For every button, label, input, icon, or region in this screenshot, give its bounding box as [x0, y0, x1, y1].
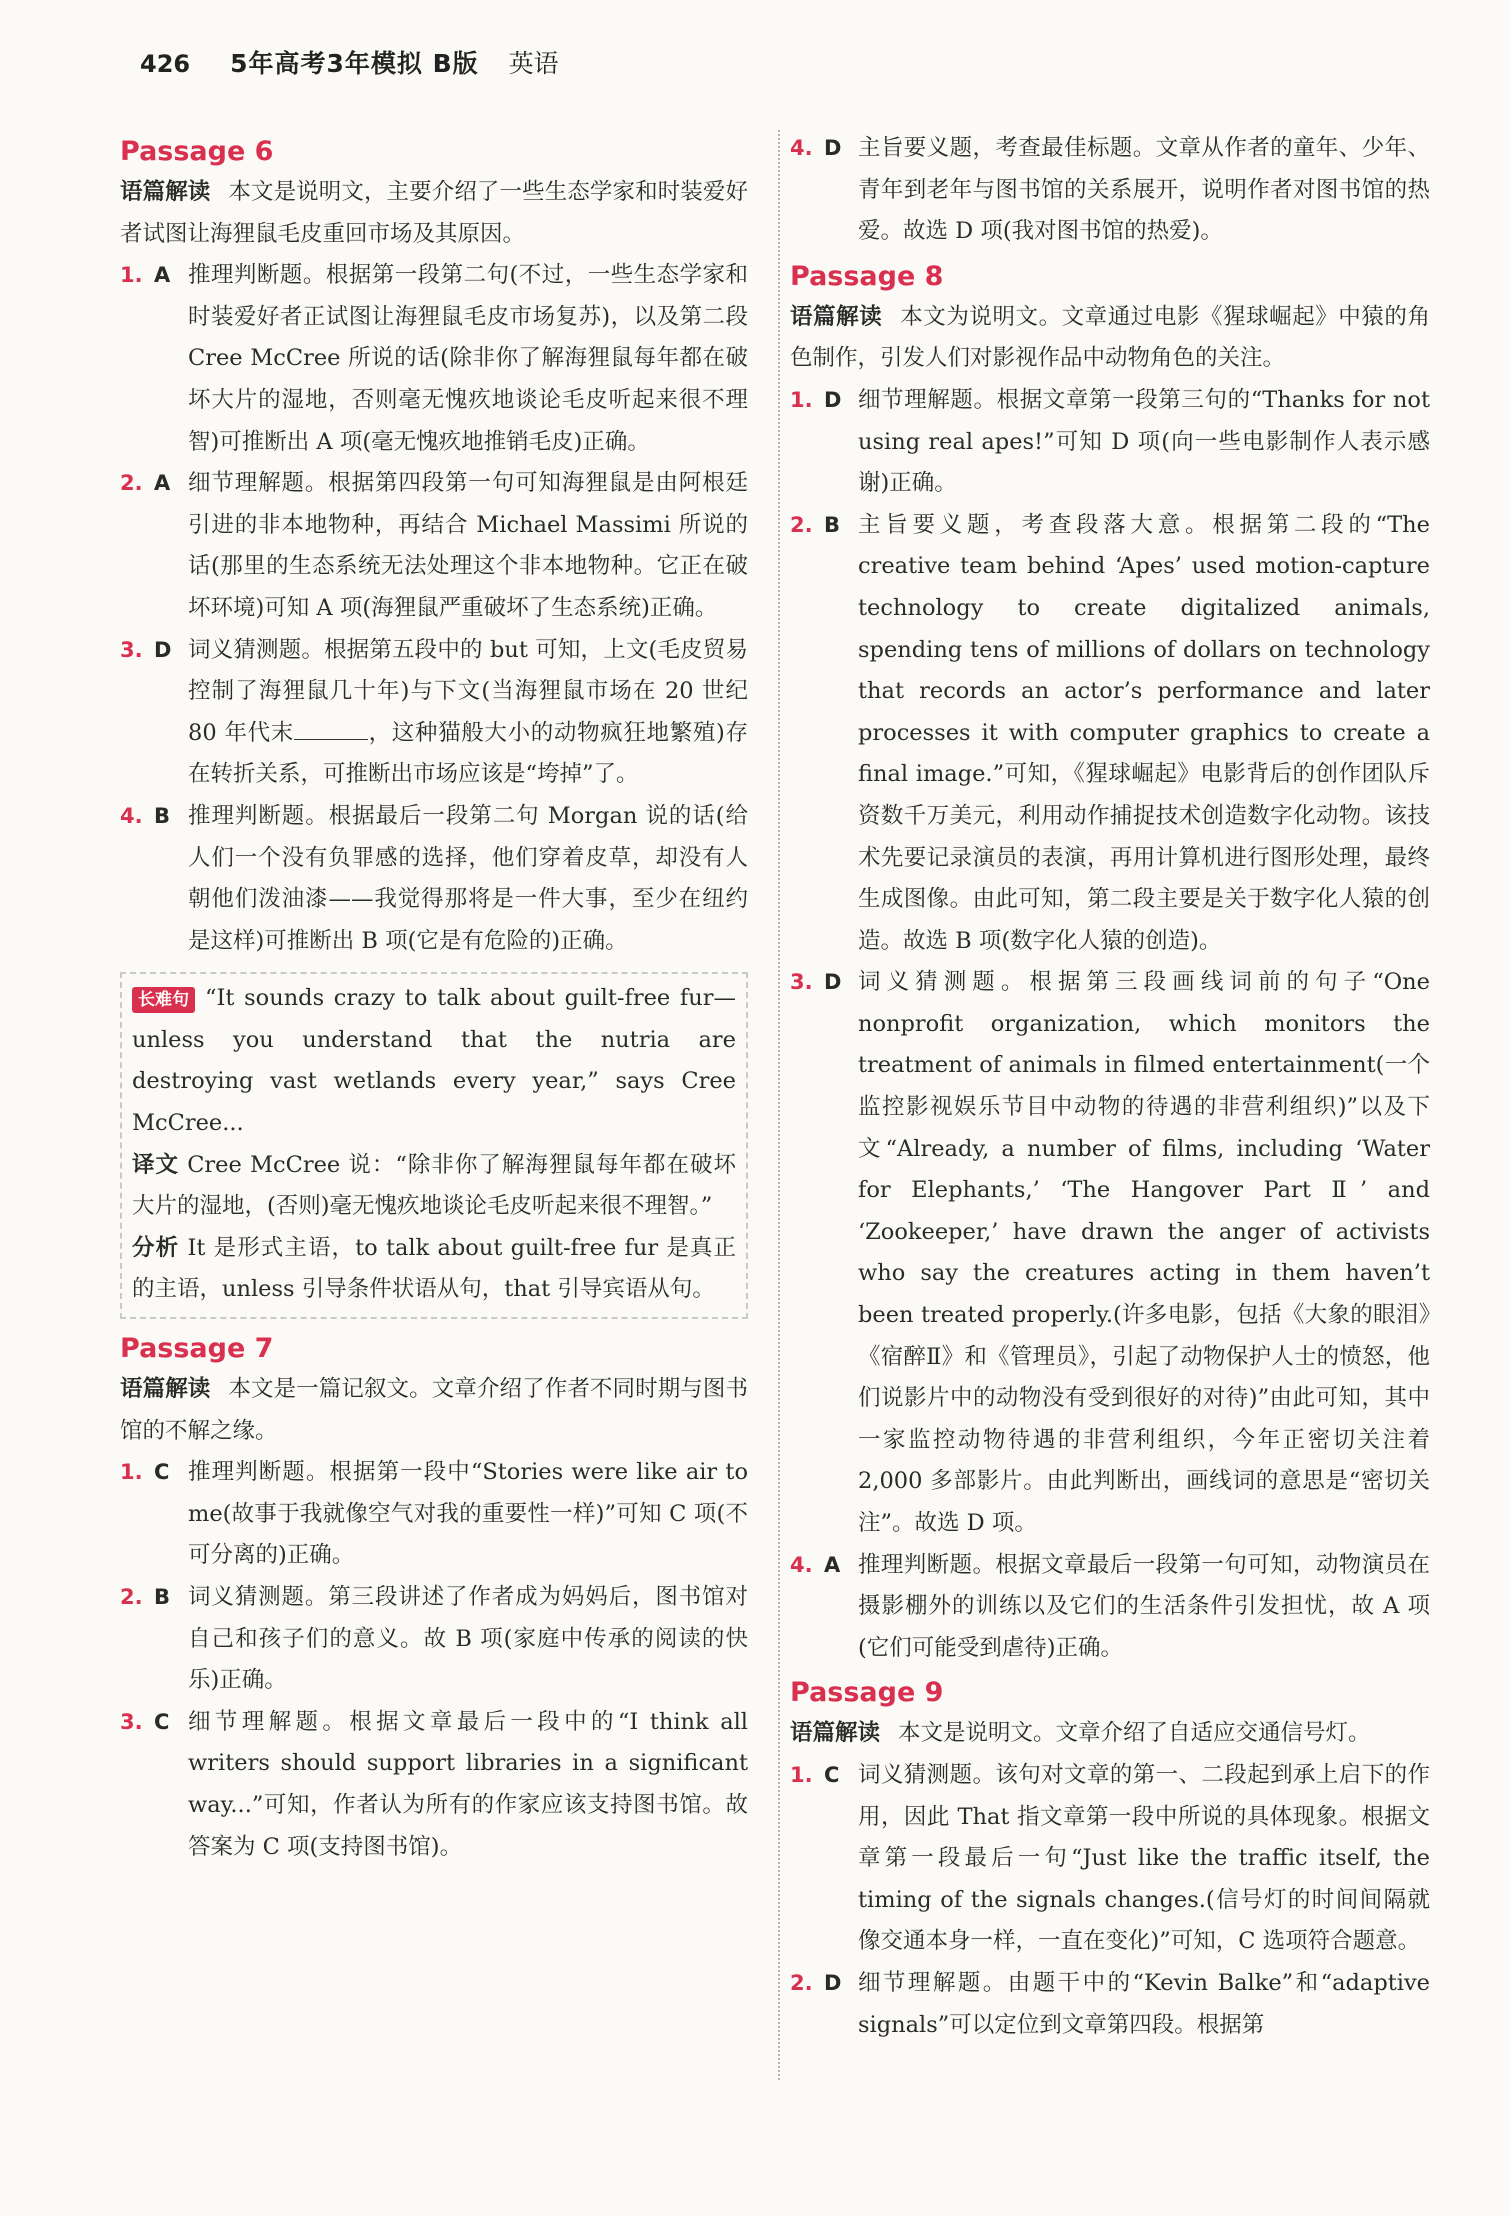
- p6-answer-4: [120, 796, 748, 962]
- blank-line: [294, 715, 368, 740]
- page-header: [140, 44, 559, 80]
- explanation: 推理判断题。根据文章最后一段第一句可知，动物演员在摄影棚外的训练以及它们的生活条件引发担忧，故 A 项(它们可能受到虐待)正确。: [858, 1551, 1430, 1661]
- explanation: 细节理解题。由题干中的“Kevin Balke”和“adaptive signals”可以定位到文章第四段。根据第: [858, 1969, 1430, 2038]
- p6-answer-3: [120, 630, 748, 796]
- intro-label: 语篇解读: [790, 1720, 881, 1747]
- question-number: 4.: [790, 1552, 813, 1577]
- answer-letter: A: [154, 263, 171, 288]
- question-number: 1.: [790, 1762, 813, 1787]
- p7-answer-2: [120, 1577, 748, 1702]
- question-number: 1.: [790, 387, 813, 412]
- answer-letter: C: [824, 1762, 840, 1787]
- p6-answer-1: [120, 255, 748, 463]
- answer-letter: A: [824, 1552, 841, 1577]
- passage-7-intro: [120, 1369, 748, 1452]
- answer-letter: D: [824, 387, 842, 412]
- answer-letter: B: [824, 512, 841, 537]
- question-number: 4.: [790, 136, 813, 160]
- question-number: 2.: [790, 512, 813, 537]
- passage-9-intro: [790, 1713, 1430, 1755]
- p9-answer-1: [790, 1755, 1430, 1963]
- passage-6-intro: [120, 172, 748, 255]
- answer-letter: D: [154, 637, 172, 662]
- explanation: 细节理解题。根据文章最后一段中的“I think all writers should support libraries in a significant way...”可知，作者认为所有的作家应该支持图书馆。故答案为 C 项(支持图书馆)。: [188, 1708, 748, 1860]
- intro-text: 本文是一篇记叙文。文章介绍了作者不同时期与图书馆的不解之缘。: [120, 1376, 748, 1444]
- question-number: 2.: [790, 1970, 813, 1995]
- explanation: 细节理解题。根据文章第一段第三句的“Thanks for not using real apes!”可知 D 项(向一些电影制作人表示感谢)正确。: [858, 386, 1430, 497]
- explanation: 推理判断题。根据第一段第二句(不过，一些生态学家和时装爱好者正试图让海狸鼠毛皮市场复苏)，以及第二段 Cree McCree 所说的话(除非你了解海狸鼠每年都在破坏大片的湿地，否则毫无愧疚地谈论毛皮听起来很不理智)可推断出 A 项(毫无愧疚地推销毛皮)正确。: [188, 262, 748, 455]
- p6-answer-2: [120, 463, 748, 629]
- passage-9-heading: Passage 9: [790, 1677, 944, 1709]
- p8-answer-3: [790, 962, 1430, 1544]
- answer-letter: B: [154, 1585, 171, 1609]
- answer-letter: D: [824, 970, 842, 995]
- explanation: 推理判断题。根据第一段中“Stories were like air to me(故事于我就像空气对我的重要性一样)”可知 C 项(不可分离的)正确。: [188, 1459, 748, 1569]
- explanation: 词义猜测题。根据第三段画线词前的句子“One nonprofit organization, which monitors the treatment of animals in filmed entertainment(一个监控影视娱乐节目中动物的待遇的非营利组织)”以及下文“Already, a number of films, including ‘Water for Elephants,’ ‘The Hangover Part Ⅱ’ and ‘Zookeeper,’ have drawn the anger of activists who say the creatures acting in them haven’t been treated properly.(许多电影，包括《大象的眼泪》《宿醉Ⅱ》和《管理员》，引起了动物保护人士的愤怒，他们说影片中的动物没有受到很好的对待)”由此可知，其中一家监控动物待遇的非营利组织，今年正密切关注着 2,000 多部影片。由此判断出，画线词的意思是“密切关注”。故选 D 项。: [858, 969, 1430, 1536]
- explanation-part-a: 词义猜测题。根据第五段中的 but 可知，上文(毛皮贸易控制了海狸鼠几十年)与下文(当海狸鼠市场在 20 世纪 80 年代末: [188, 636, 748, 746]
- left-column: [120, 128, 748, 1868]
- p8-answer-1: [790, 380, 1430, 505]
- p8-answer-4: [790, 1545, 1430, 1670]
- explanation: 细节理解题。根据第四段第一句可知海狸鼠是由阿根廷引进的非本地物种，再结合 Michael Massimi 所说的话(那里的生态系统无法处理这个非本地物种。它正在破坏环境)可知 A 项(海狸鼠严重破坏了生态系统)正确。: [188, 470, 748, 621]
- question-number: 3.: [120, 1709, 143, 1734]
- analysis-label: 分析: [132, 1234, 180, 1261]
- question-number: 1.: [120, 263, 143, 288]
- intro-text: 本文是说明文，主要介绍了一些生态学家和时装爱好者试图让海狸鼠毛皮重回市场及其原因。: [120, 179, 748, 247]
- p7-answer-3: [120, 1702, 748, 1868]
- answer-letter: A: [154, 471, 171, 496]
- intro-label: 语篇解读: [790, 303, 883, 330]
- question-number: 3.: [790, 970, 813, 995]
- answer-letter: D: [824, 136, 842, 160]
- explanation-part-b: ，这种猫般大小的动物疯狂地繁殖)存在转折关系，可推断出市场应该是“垮掉”了。: [188, 719, 748, 788]
- passage-8-intro: [790, 297, 1430, 380]
- explanation: 主旨要义题，考查最佳标题。文章从作者的童年、少年、青年到老年与图书馆的关系展开，说明作者对图书馆的热爱。故选 D 项(我对图书馆的热爱)。: [858, 135, 1430, 245]
- long-sentence-box: [120, 972, 748, 1319]
- quote-text: “It sounds crazy to talk about guilt-free fur—unless you understand that the nutria are destroying vast wetlands every year,” says Cree McCree...: [132, 985, 736, 1137]
- intro-text: 本文为说明文。文章通过电影《猩球崛起》中猿的角色制作，引发人们对影视作品中动物角色的关注。: [790, 303, 1430, 372]
- passage-8-heading: Passage 8: [790, 260, 944, 292]
- page-number: 426: [140, 50, 191, 78]
- answer-letter: C: [154, 1460, 170, 1485]
- book-title: 5年高考3年模拟 B版: [230, 49, 479, 78]
- question-number: 4.: [120, 803, 143, 828]
- question-number: 3.: [120, 637, 143, 662]
- intro-text: 本文是说明文。文章介绍了自适应交通信号灯。: [898, 1720, 1371, 1747]
- explanation: 推理判断题。根据最后一段第二句 Morgan 说的话(给人们一个没有负罪感的选择，他们穿着皮草，却没有人朝他们泼油漆——我觉得那将是一件大事，至少在纽约是这样)可推断出 B 项(它是有危险的)正确。: [188, 802, 748, 954]
- answer-letter: C: [154, 1709, 170, 1734]
- column-divider: [778, 130, 780, 2080]
- intro-label: 语篇解读: [120, 179, 211, 205]
- p9-answer-2: [790, 1963, 1430, 2046]
- passage-6-heading: Passage 6: [120, 136, 274, 167]
- question-number: 2.: [120, 1585, 143, 1609]
- explanation: 词义猜测题。该句对文章的第一、二段起到承上启下的作用，因此 That 指文章第一段中所说的具体现象。根据文章第一段最后一句“Just like the traffic itself, the timing of the signals changes.(信号灯的时间间隔就像交通本身一样，一直在变化)”可知，C 选项符合题意。: [858, 1761, 1430, 1955]
- p8-answer-2: [790, 505, 1430, 963]
- analysis-text: It 是形式主语，to talk about guilt-free fur 是真正的主语，unless 引导条件状语从句，that 引导宾语从句。: [132, 1234, 736, 1303]
- question-number: 1.: [120, 1460, 143, 1485]
- subject-label: 英语: [508, 49, 559, 78]
- translation-label: 译文: [132, 1151, 180, 1178]
- p7-answer-1: [120, 1452, 748, 1577]
- right-column: [790, 128, 1430, 2046]
- long-sentence-tag: 长难句: [132, 987, 195, 1013]
- answer-letter: D: [824, 1970, 842, 1995]
- explanation: 词义猜测题。第三段讲述了作者成为妈妈后，图书馆对自己和孩子们的意义。故 B 项(家庭中传承的阅读的快乐)正确。: [188, 1584, 748, 1694]
- intro-label: 语篇解读: [120, 1376, 211, 1403]
- explanation: [188, 630, 748, 796]
- explanation: 主旨要义题，考查段落大意。根据第二段的“The creative team behind ‘Apes’ used motion-capture technology to create digitalized animals, spending tens of millions of dollars on technology that records an actor’s performance and later processes it with computer graphics to create a final image.”可知，《猩球崛起》电影背后的创作团队斥资数千万美元，利用动作捕捉技术创造数字化动物。该技术先要记录演员的表演，再用计算机进行图形处理，最终生成图像。由此可知，第二段主要是关于数字化人猿的创造。故选 B 项(数字化人猿的创造)。: [858, 511, 1430, 954]
- translation-text: Cree McCree 说：“除非你了解海狸鼠每年都在破坏大片的湿地，(否则)毫无愧疚地谈论毛皮听起来很不理智。”: [132, 1151, 737, 1220]
- passage-7-heading: Passage 7: [120, 1333, 274, 1365]
- answer-letter: B: [154, 803, 171, 828]
- p7-answer-4: [790, 128, 1430, 253]
- question-number: 2.: [120, 471, 143, 496]
